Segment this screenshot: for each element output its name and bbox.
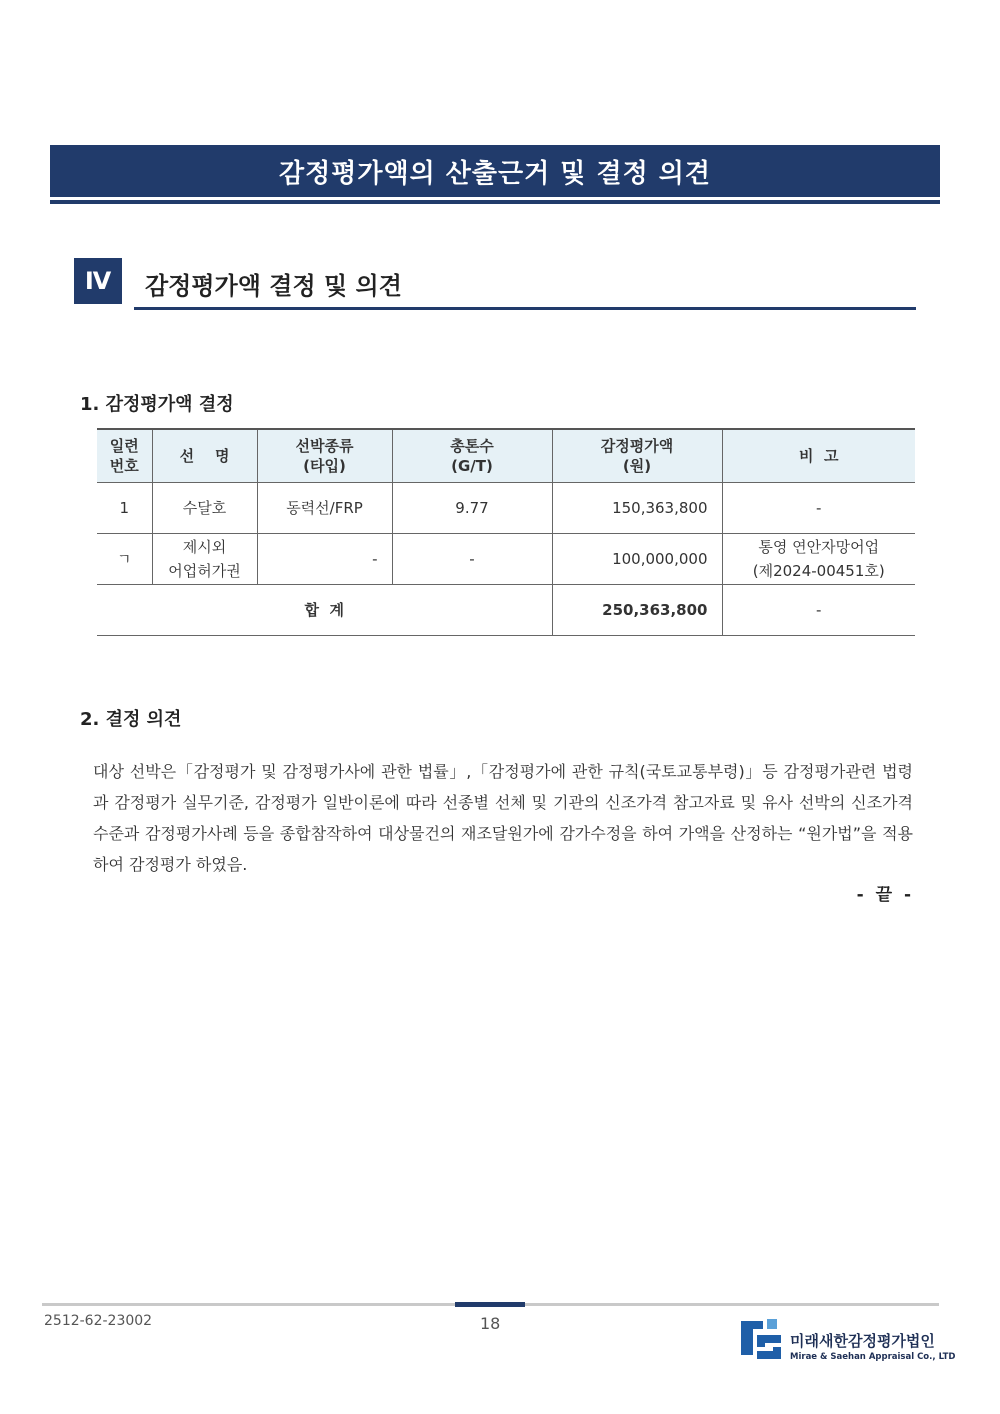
valuation-table: [97, 428, 915, 636]
company-name-korean: 미래새한감정평가법인: [790, 1332, 935, 1350]
page-banner-title: 감정평가액의 산출근거 및 결정 의견: [50, 145, 940, 197]
cell-remark-line1: 통영 연안자망어업: [758, 538, 880, 556]
header-gross-tonnage-line2: (G/T): [451, 457, 493, 475]
subsection-title-opinion: 2. 결정 의견: [80, 709, 182, 730]
cell-serial-no: ㄱ: [97, 534, 152, 585]
cell-remark-line2: (제2024-00451호): [752, 562, 885, 580]
header-ship-name: 선 명: [152, 429, 257, 483]
header-appraised-amount-line2: (원): [622, 457, 652, 475]
cell-ship-name-line2: 어업허가권: [168, 562, 241, 580]
header-serial-no-line2: 번호: [109, 457, 139, 475]
header-serial-no: [97, 429, 152, 483]
page-number: 18: [480, 1314, 501, 1333]
footer-divider-accent: [455, 1302, 525, 1307]
cell-serial-no: 1: [97, 483, 152, 534]
banner-divider: [50, 200, 940, 204]
cell-ship-type: -: [257, 534, 392, 585]
cell-remark: [722, 534, 915, 585]
header-serial-no-line1: 일련: [109, 437, 139, 455]
header-appraised-amount: [552, 429, 722, 483]
cell-ship-type: 동력선/FRP: [257, 483, 392, 534]
cell-appraised-amount: 150,363,800: [552, 483, 722, 534]
header-ship-type: [257, 429, 392, 483]
cell-total-remark: -: [722, 585, 915, 636]
company-logo-icon: [741, 1317, 783, 1359]
cell-remark: -: [722, 483, 915, 534]
company-name-english: Mirae & Saehan Appraisal Co., LTD: [790, 1352, 956, 1362]
section-title: 감정평가액 결정 및 의견: [145, 272, 402, 300]
cell-ship-name: 수달호: [152, 483, 257, 534]
table-total-row: [97, 585, 915, 636]
header-appraised-amount-line1: 감정평가액: [600, 437, 674, 455]
header-gross-tonnage: [392, 429, 552, 483]
table-header-row: [97, 429, 915, 483]
header-remark: 비 고: [722, 429, 915, 483]
table-row: [97, 534, 915, 585]
document-code: 2512-62-23002: [44, 1313, 153, 1329]
header-ship-type-line2: (타입): [303, 457, 346, 475]
end-mark: - 끝 -: [856, 885, 914, 905]
cell-gross-tonnage: -: [392, 534, 552, 585]
header-ship-type-line1: 선박종류: [295, 437, 354, 455]
section-number-badge: Ⅳ: [74, 258, 122, 304]
cell-ship-name: [152, 534, 257, 585]
cell-gross-tonnage: 9.77: [392, 483, 552, 534]
cell-total-label: 합 계: [97, 585, 552, 636]
opinion-paragraph: 대상 선박은「감정평가 및 감정평가사에 관한 법률」,「감정평가에 관한 규칙(국토교통부령)」등 감정평가관련 법령과 감정평가 실무기준, 감정평가 일반이론에 따라 선종별 선체 및 기관의 신조가격 참고자료 및 유사 선박의 신조가격 수준과 감정평가사례 등을 종합참작하여 대상물건의 재조달원가에 감가수정을 하여 가액을 산정하는 “원가법”을 적용하여 감정평가 하였음.: [93, 762, 913, 874]
cell-ship-name-line1: 제시외: [182, 538, 227, 556]
header-gross-tonnage-line1: 총톤수: [450, 437, 494, 455]
cell-appraised-amount: 100,000,000: [552, 534, 722, 585]
cell-total-amount: 250,363,800: [552, 585, 722, 636]
table-row: [97, 483, 915, 534]
section-divider: [134, 307, 916, 310]
subsection-title-valuation: 1. 감정평가액 결정: [80, 394, 234, 415]
